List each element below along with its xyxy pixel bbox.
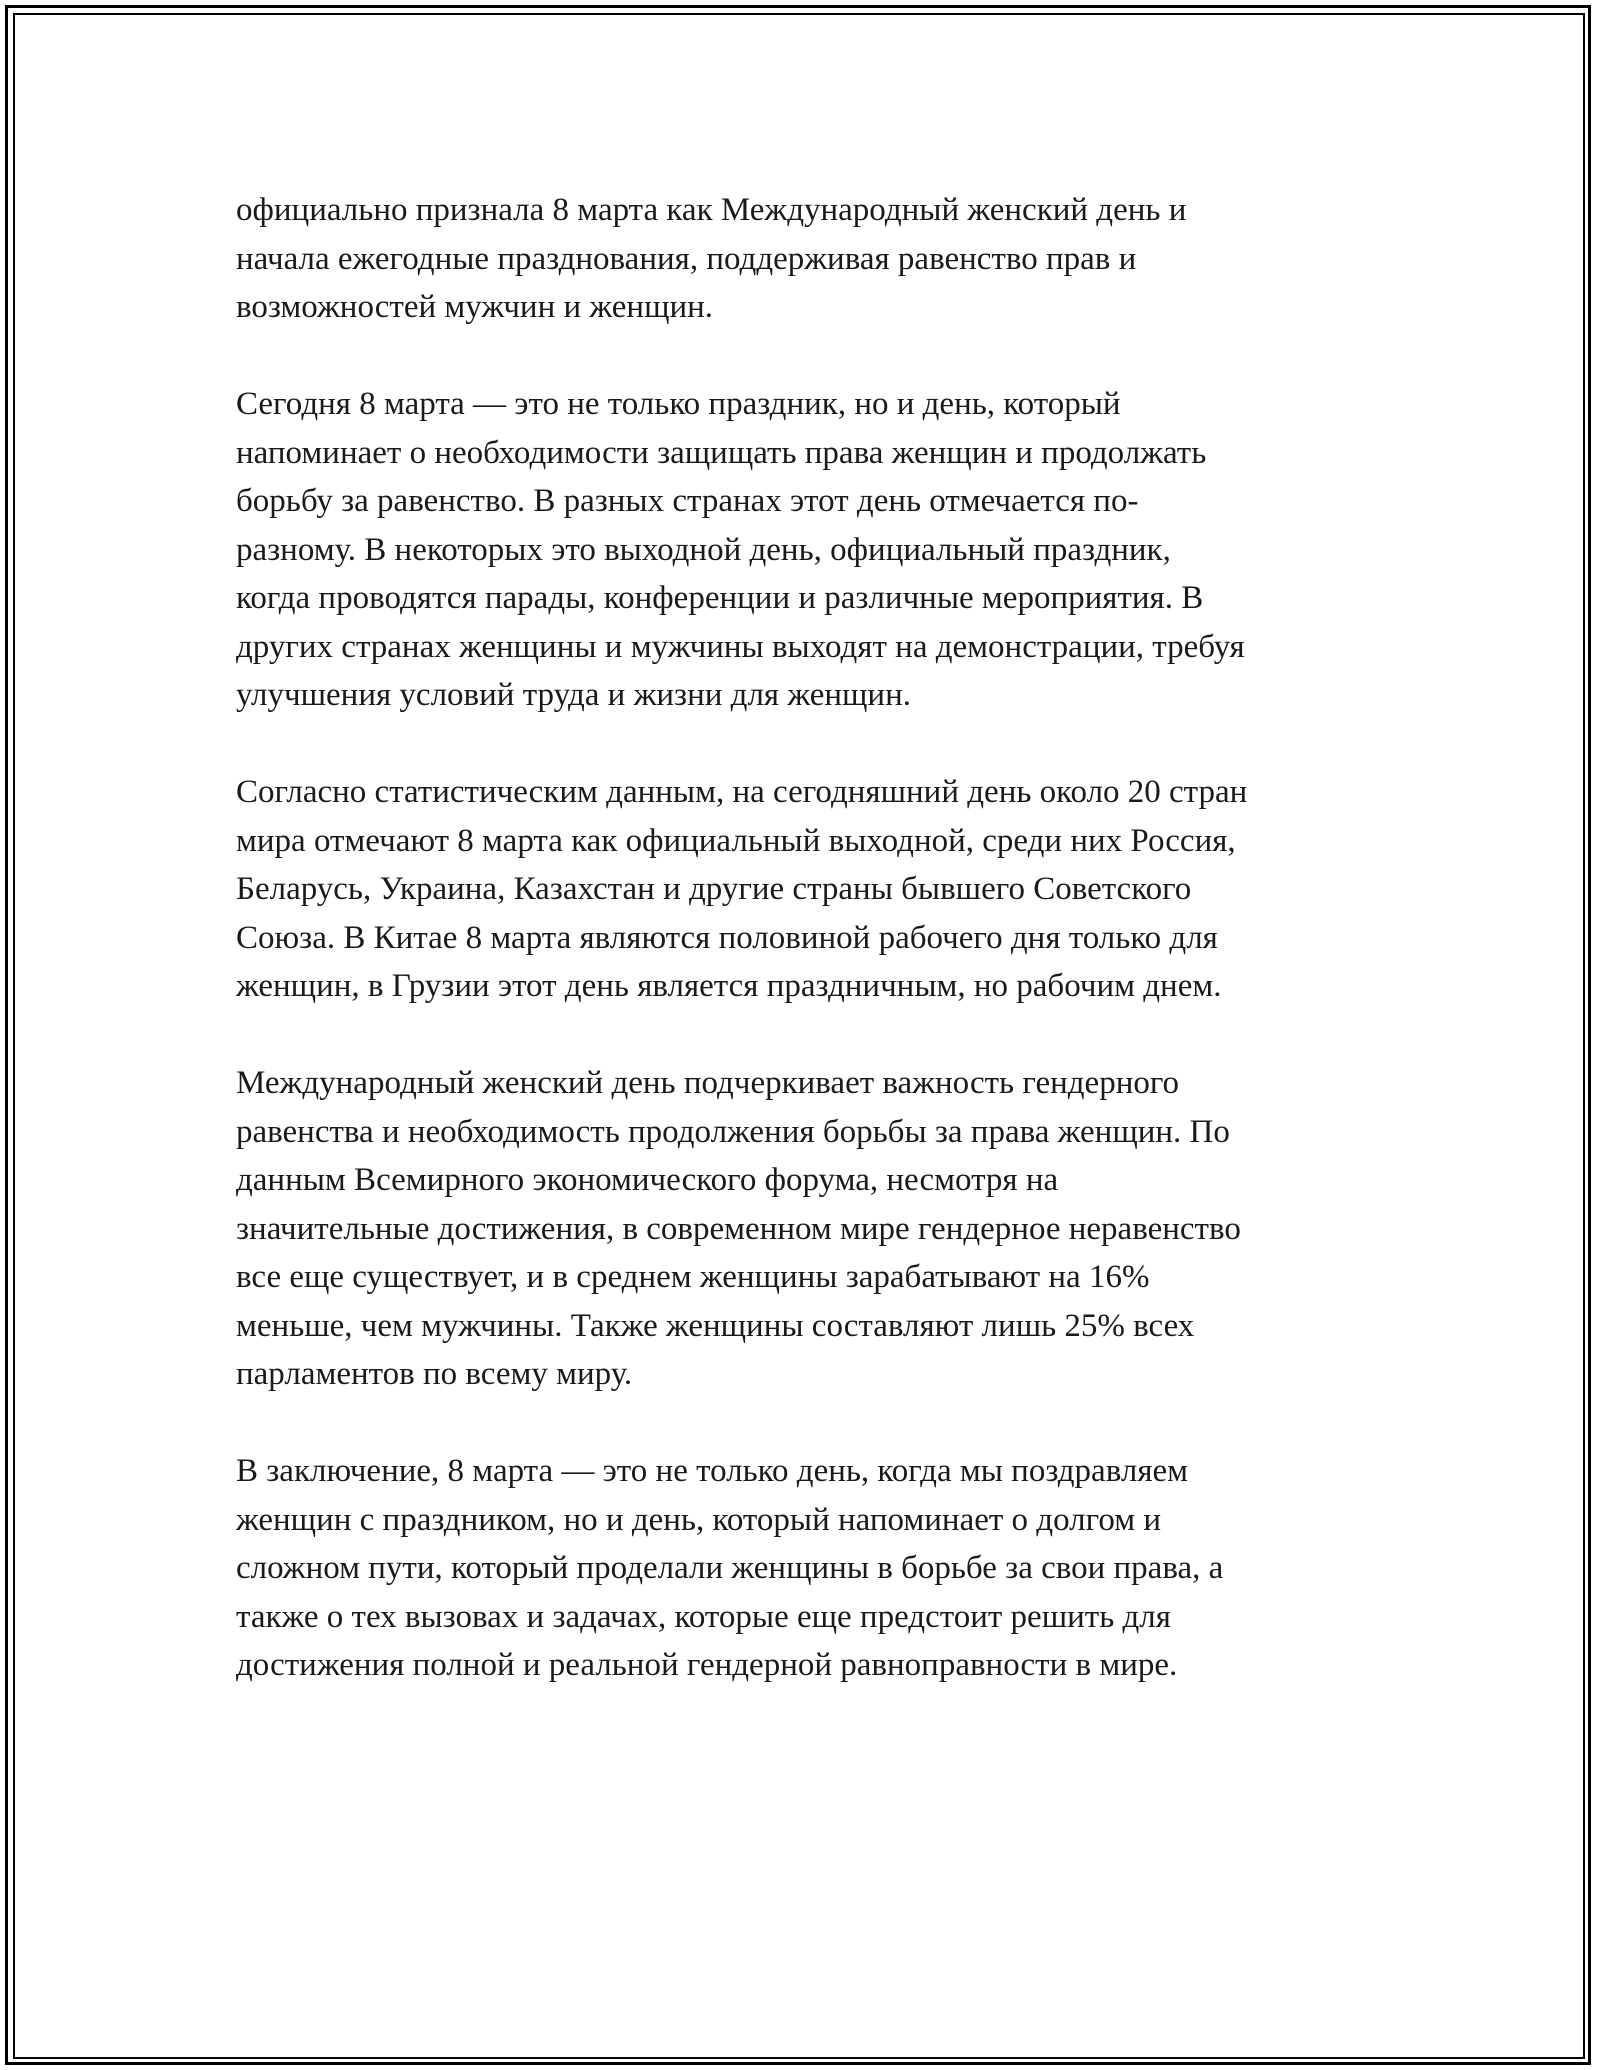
paragraph-2 xyxy=(236,380,1376,720)
text-line: официально признала 8 марта как Международный женский день и xyxy=(236,192,1187,228)
text-line: женщин с праздником, но и день, который напоминает о долгом и xyxy=(236,1501,1161,1538)
text-line: значительные достижения, в современном мире гендерное неравенство xyxy=(236,1210,1241,1247)
paragraph-1 xyxy=(236,186,1376,332)
text-line: улучшения условий труда и жизни для женщин. xyxy=(236,677,912,713)
document-body xyxy=(236,186,1376,1690)
text-line: также о тех вызовах и задачах, которые еще предстоит решить для xyxy=(236,1598,1171,1635)
text-line: равенства и необходимость продолжения борьбы за права женщин. По xyxy=(236,1113,1230,1150)
text-line: Сегодня 8 марта — это не только праздник, но и день, который xyxy=(236,386,1121,422)
text-line: других странах женщины и мужчины выходят на демонстрации, требуя xyxy=(236,628,1245,665)
text-line: Согласно статистическим данным, на сегодняшний день около 20 стран xyxy=(236,774,1248,810)
text-line: Беларусь, Украина, Казахстан и другие страны бывшего Советского xyxy=(236,871,1192,907)
text-line: женщин, в Грузии этот день является праздничным, но рабочим днем. xyxy=(236,968,1222,1004)
text-line: данным Всемирного экономического форума, несмотря на xyxy=(236,1162,1059,1198)
text-line: Международный женский день подчеркивает важность гендерного xyxy=(236,1065,1180,1101)
text-line: мира отмечают 8 марта как официальный выходной, среди них Россия, xyxy=(236,822,1236,859)
text-line: В заключение, 8 марта — это не только день, когда мы поздравляем xyxy=(236,1453,1189,1489)
text-line: парламентов по всему миру. xyxy=(236,1356,633,1392)
text-line: Союза. В Китае 8 марта являются половиной рабочего дня только для xyxy=(236,919,1218,956)
text-line: сложном пути, который проделали женщины в борьбе за свои права, а xyxy=(236,1550,1224,1586)
text-line: напоминает о необходимости защищать права женщин и продолжать xyxy=(236,434,1207,471)
text-line: достижения полной и реальной гендерной равноправности в мире. xyxy=(236,1647,1178,1683)
text-line: начала ежегодные празднования, поддерживая равенство прав и xyxy=(236,240,1137,277)
paragraph-5 xyxy=(236,1447,1376,1690)
text-line: разному. В некоторых это выходной день, официальный праздник, xyxy=(236,531,1171,568)
text-line: когда проводятся парады, конференции и различные мероприятия. В xyxy=(236,580,1204,616)
paragraph-3 xyxy=(236,768,1376,1011)
text-line: возможностей мужчин и женщин. xyxy=(236,289,714,325)
text-line: борьбу за равенство. В разных странах этот день отмечается по- xyxy=(236,483,1139,519)
text-line: меньше, чем мужчины. Также женщины составляют лишь 25% всех xyxy=(236,1307,1195,1344)
paragraph-4 xyxy=(236,1059,1376,1399)
text-line: все еще существует, и в среднем женщины зарабатывают на 16% xyxy=(236,1259,1150,1295)
